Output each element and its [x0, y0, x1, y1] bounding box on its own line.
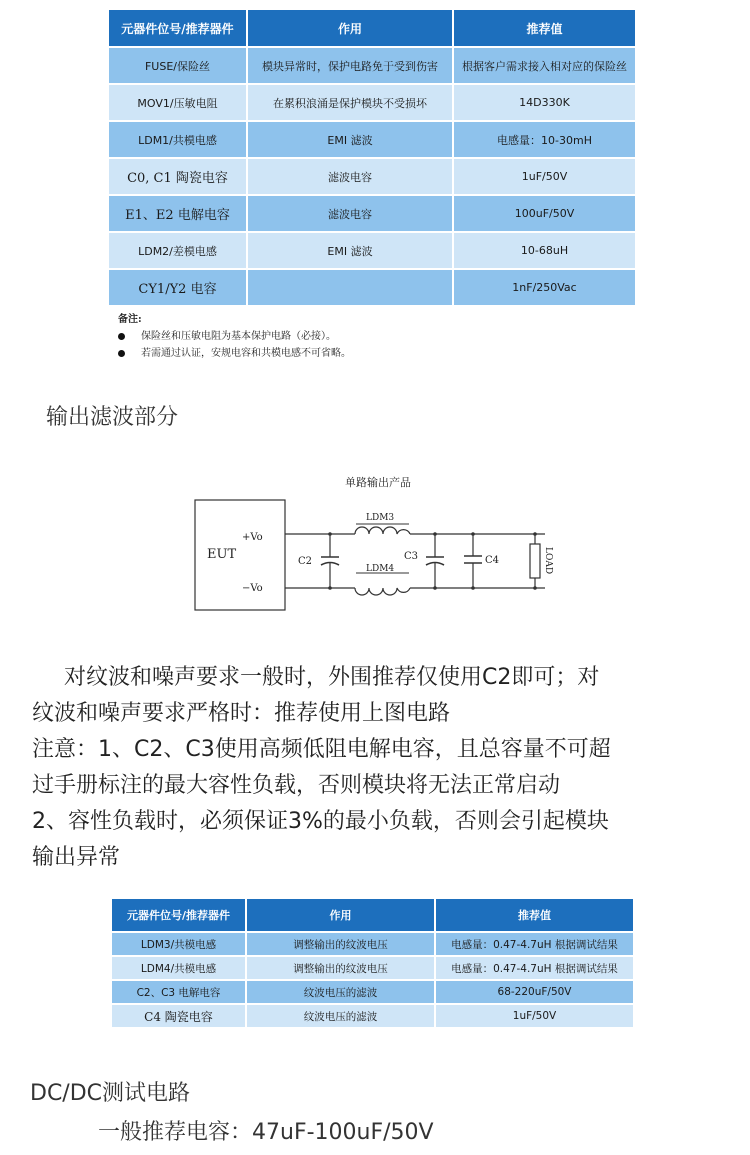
note-item [118, 345, 351, 362]
cell-value: 1nF/250Vac [454, 270, 635, 305]
cell-part: FUSE/保险丝 [109, 48, 246, 83]
c3-label: C3 [404, 551, 419, 562]
header-function: 作用 [247, 899, 434, 931]
cell-value: 10-68uH [454, 233, 635, 268]
cell-function: 模块异常时，保护电路免于受到伤害 [248, 48, 452, 83]
eut-label: EUT [207, 547, 237, 562]
input-filter-table [107, 8, 637, 307]
paragraph-line: 2、容性负载时，必须保证3%的最小负载，否则会引起模块 [32, 809, 609, 834]
cell-function: 滤波电容 [248, 196, 452, 231]
cell-function: 调整输出的纹波电压 [247, 957, 434, 979]
cell-function: EMI 滤波 [248, 122, 452, 157]
diagram-title: 单路输出产品 [345, 476, 411, 489]
bullet-icon [118, 333, 125, 340]
vo-minus-label: −Vo [242, 583, 263, 594]
cell-function: 纹波电压的滤波 [247, 981, 434, 1003]
cell-value: 根据客户需求接入相对应的保险丝 [454, 48, 635, 83]
cell-part: C4 陶瓷电容 [112, 1005, 245, 1027]
cell-part: E1、E2 电解电容 [109, 196, 246, 231]
cell-part: CY1/Y2 电容 [109, 270, 246, 305]
table-row [109, 85, 635, 120]
note-text: 若需通过认证，安规电容和共模电感不可省略。 [141, 348, 351, 359]
note-item [118, 328, 351, 345]
cell-function [248, 270, 452, 305]
table-row [109, 270, 635, 305]
header-function: 作用 [248, 10, 452, 46]
paragraph-line: 纹波和噪声要求严格时：推荐使用上图电路 [32, 701, 451, 726]
output-filter-circuit-diagram [180, 472, 560, 622]
output-filter-table [110, 897, 635, 1029]
c4-label: C4 [485, 555, 500, 566]
cell-part: LDM1/共模电感 [109, 122, 246, 157]
cell-function: 纹波电压的滤波 [247, 1005, 434, 1027]
note-text: 保险丝和压敏电阻为基本保护电路（必接）。 [141, 331, 336, 342]
cell-part: LDM2/差模电感 [109, 233, 246, 268]
table-row [109, 122, 635, 157]
paragraph-line: 输出异常 [32, 845, 121, 870]
cell-function: 滤波电容 [248, 159, 452, 194]
cell-function: EMI 滤波 [248, 233, 452, 268]
c2-label: C2 [298, 556, 313, 567]
ldm4-label: LDM4 [366, 564, 395, 574]
paragraph-line: 过手册标注的最大容性负载，否则模块将无法正常启动 [32, 773, 561, 798]
cell-part: MOV1/压敏电阻 [109, 85, 246, 120]
table-row [109, 196, 635, 231]
header-part: 元器件位号/推荐器件 [109, 10, 246, 46]
cell-function: 调整输出的纹波电压 [247, 933, 434, 955]
table-row [109, 233, 635, 268]
load-label: LOAD [543, 547, 553, 575]
table-row [109, 159, 635, 194]
header-value: 推荐值 [436, 899, 633, 931]
table-notes [118, 311, 351, 362]
cell-value: 电感量：0.47-4.7uH 根据调试结果 [436, 957, 633, 979]
bullet-icon [118, 350, 125, 357]
output-section-title: 输出滤波部分 [46, 405, 179, 430]
cell-value: 1uF/50V [436, 1005, 633, 1027]
cell-value: 电感量：0.47-4.7uH 根据调试结果 [436, 933, 633, 955]
cell-value: 1uF/50V [454, 159, 635, 194]
cell-value: 14D330K [454, 85, 635, 120]
header-value: 推荐值 [454, 10, 635, 46]
cell-part: LDM3/共模电感 [112, 933, 245, 955]
cell-part: C2、C3 电解电容 [112, 981, 245, 1003]
table-row [112, 933, 633, 955]
paragraph-line: 注意：1、C2、C3使用高频低阻电解电容，且总容量不可超 [32, 737, 611, 762]
cell-function: 在累积浪涌是保护模块不受损坏 [248, 85, 452, 120]
dcdc-title: DC/DC测试电路 [30, 1081, 191, 1106]
ldm3-label: LDM3 [366, 513, 395, 523]
table-header-row [112, 899, 633, 931]
filter-description [32, 660, 722, 876]
vo-plus-label: +Vo [242, 532, 263, 543]
paragraph-line: 对纹波和噪声要求一般时，外围推荐仅使用C2即可；对 [64, 665, 600, 690]
table-row [109, 48, 635, 83]
dcdc-recommend-text: 一般推荐电容：47uF-100uF/50V [98, 1120, 434, 1145]
notes-title: 备注: [118, 314, 142, 325]
header-part: 元器件位号/推荐器件 [112, 899, 245, 931]
table-row [112, 957, 633, 979]
cell-value: 电感量：10-30mH [454, 122, 635, 157]
cell-part: C0, C1 陶瓷电容 [109, 159, 246, 194]
table-row [112, 981, 633, 1003]
cell-part: LDM4/共模电感 [112, 957, 245, 979]
cell-value: 100uF/50V [454, 196, 635, 231]
table-row [112, 1005, 633, 1027]
cell-value: 68-220uF/50V [436, 981, 633, 1003]
table-header-row [109, 10, 635, 46]
